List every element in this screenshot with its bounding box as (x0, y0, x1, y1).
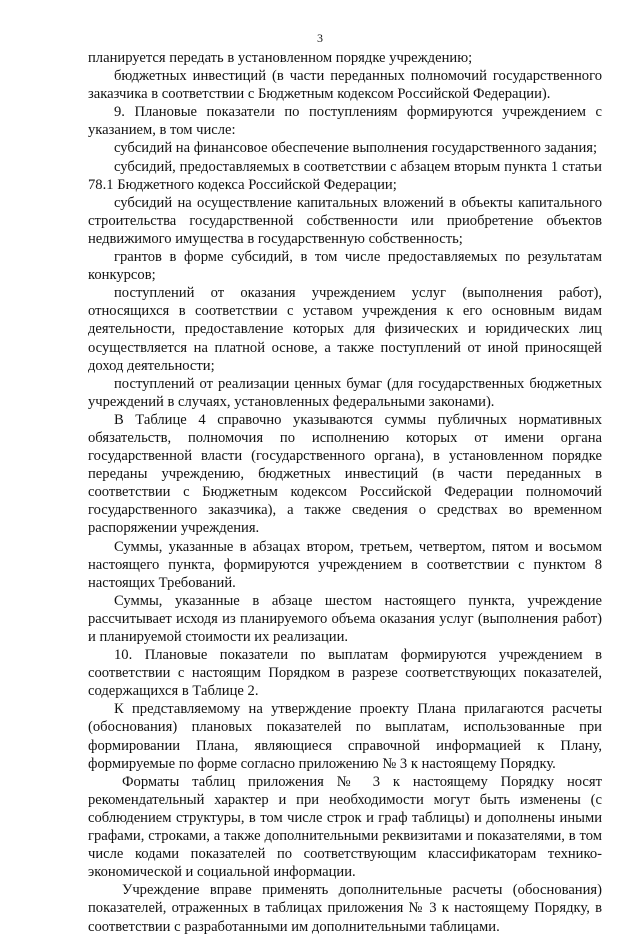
paragraph: грантов в форме субсидий, в том числе предоставляемых по результатам конкурсов; (88, 249, 602, 284)
document-body (88, 49, 602, 936)
paragraph: 10. Плановые показатели по выплатам формируются учреждением в соответствии с настоящим Порядком в разрезе соответствующих показателей, содержащихся в Таблице 2. (88, 647, 602, 700)
paragraph: В Таблице 4 справочно указываются суммы публичных нормативных обязательств, полномочия по исполнению которых от имени органа государственной власти (государственного органа), в установленном порядке переданы учреждению, бюджетных инвестиций (в части переданных в соответствии с Бюджетным кодексом Российской Федерации полномочий государственного заказчика), а также сведения о средствах во временном распоряжении учреждения. (88, 411, 602, 537)
paragraph: субсидий на осуществление капитальных вложений в объекты капитального строительства государственной собственности или приобретение объектов недвижимого имущества в государственную собственность; (88, 194, 602, 247)
paragraph: Учреждение вправе применять дополнительные расчеты (обоснования) показателей, отраженных в таблицах приложения № 3 к настоящему Порядку, в соответствии с разработанными им дополнительными таблицами. (88, 882, 602, 935)
paragraph: планируется передать в установленном порядке учреждению; (88, 50, 473, 66)
paragraph: бюджетных инвестиций (в части переданных полномочий государственного заказчика в соответствии с Бюджетным кодексом Российской Федерации). (88, 68, 602, 103)
paragraph: субсидий на финансовое обеспечение выполнения государственного задания; (114, 140, 598, 157)
paragraph: субсидий, предоставляемых в соответствии с абзацем вторым пункта 1 статьи 78.1 Бюджетного кодекса Российской Федерации; (88, 158, 602, 193)
paragraph: 9. Плановые показатели по поступлениям формируются учреждением с указанием, в том числе: (88, 104, 602, 139)
page-number: 3 (317, 31, 323, 45)
paragraph: К представляемому на утверждение проекту Плана прилагаются расчеты (обоснования) плановых показателей по выплатам, использованные при формировании Плана, являющиеся справочной информацией к Плану, формируемые по форме согласно приложению № 3 к настоящему Порядку. (88, 701, 602, 772)
paragraph: Суммы, указанные в абзаце шестом настоящего пункта, учреждение рассчитывает исходя из планируемого объема оказания услуг (выполнения работ) и планируемой стоимости их реализации. (88, 592, 602, 645)
paragraph: поступлений от оказания учреждением услуг (выполнения работ), относящихся в соответствии с уставом учреждения к его основным видам деятельности, предоставление которых для физических и юридических лиц осуществляется на платной основе, а также поступлений от иной приносящей доход деятельности; (88, 285, 602, 374)
paragraph: поступлений от реализации ценных бумаг (для государственных бюджетных учреждений в случаях, установленных федеральными законами). (88, 375, 602, 410)
paragraph: Форматы таблиц приложения № 3 к настоящему Порядку носят рекомендательный характер и при необходимости могут быть изменены (с соблюдением структуры, в том числе строк и граф таблицы) и дополнены иными графами, строками, а также дополнительными реквизитами и показателями, в том числе кодами показателей по соответствующим классификаторам технико-экономической и социальной информации. (88, 773, 602, 881)
paragraph: Суммы, указанные в абзацах втором, третьем, четвертом, пятом и восьмом настоящего пункта, формируются учреждением в соответствии с пунктом 8 настоящих Требований. (88, 538, 602, 591)
